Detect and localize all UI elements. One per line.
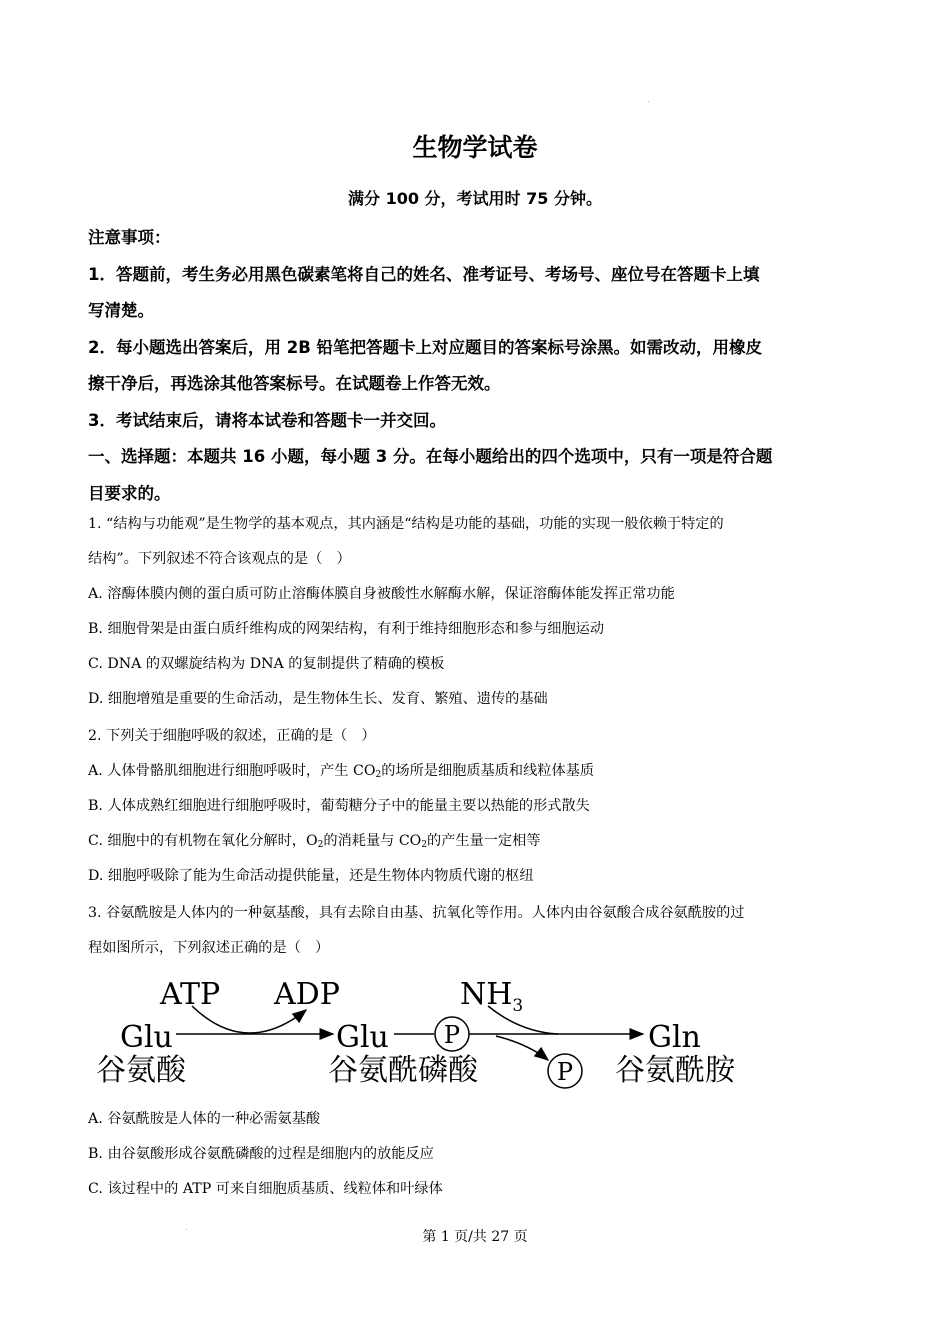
option-d: D. 细胞增殖是重要的生命活动，是生物体生长、发育、繁殖、遗传的基础 — [88, 691, 548, 707]
question-stem: 程如图所示，下列叙述正确的是（ ） — [88, 940, 330, 956]
question-3-options — [88, 1102, 878, 1207]
gln-product: Gln — [648, 1020, 701, 1055]
phosphate-p: P — [443, 1021, 461, 1049]
option-c: C. 细胞中的有机物在氧化分解时，$O_2$的消耗量与 $CO_2$的产生量一定相等 — [88, 833, 541, 850]
page-number: 第 1 页/共 27 页 — [422, 1229, 528, 1245]
question-2 — [88, 719, 878, 894]
released-phosphate-p: P — [556, 1058, 574, 1086]
scan-dot — [648, 101, 649, 102]
note-line: 2．每小题选出答案后，用 2B 铅笔把答题卡上对应题目的答案标号涂黑。如需改动，用橡皮 — [88, 337, 763, 357]
section-heading: 目要求的。 — [88, 483, 171, 503]
notes-heading: 注意事项： — [88, 228, 171, 247]
atp-label: ATP — [160, 977, 221, 1012]
page-title: 生物学试卷 — [412, 133, 538, 162]
option-b: B. 人体成熟红细胞进行细胞呼吸时，葡萄糖分子中的能量主要以热能的形式散失 — [88, 798, 590, 814]
question-stem: 3. 谷氨酰胺是人体内的一种氨基酸，具有去除自由基、抗氧化等作用。人体内由谷氨酸合成谷氨酰胺的过 — [88, 905, 745, 921]
glu-start: Glu — [120, 1020, 173, 1055]
label-glutamate: 谷氨酸 — [96, 1053, 186, 1088]
question-stem: 结构”。下列叙述不符合该观点的是（ ） — [88, 551, 351, 567]
adp-label: ADP — [274, 977, 340, 1012]
glutamine-synthesis-diagram — [88, 972, 758, 1097]
glu-phosphate: Glu — [336, 1020, 389, 1055]
question-stem: 1. “结构与功能观”是生物学的基本观点，其内涵是“结构是功能的基础，功能的实现一般依赖于特定的 — [88, 516, 724, 532]
section-heading: 一、选择题：本题共 16 小题，每小题 3 分。在每小题给出的四个选项中，只有一项是符合题 — [88, 447, 773, 466]
nh3-label: $NH_3$ — [460, 977, 524, 1016]
label-glutamine: 谷氨酰胺 — [615, 1053, 735, 1088]
option-a: A. 人体骨骼肌细胞进行细胞呼吸时，产生 $CO_2$的场所是细胞质基质和线粒体基质 — [88, 763, 595, 780]
label-glutamyl-phosphate: 谷氨酰磷酸 — [328, 1053, 478, 1088]
question-1 — [88, 507, 878, 717]
note-line: 1．答题前，考生务必用黑色碳素笔将自己的姓名、准考证号、考场号、座位号在答题卡上填 — [88, 264, 760, 284]
question-3 — [88, 896, 878, 966]
option-d: D. 细胞呼吸除了能为生命活动提供能量，还是生物体内物质代谢的枢纽 — [88, 868, 534, 884]
option-b: B. 由谷氨酸形成谷氨酰磷酸的过程是细胞内的放能反应 — [88, 1146, 434, 1162]
option-a: A. 谷氨酰胺是人体的一种必需氨基酸 — [88, 1111, 321, 1127]
option-b: B. 细胞骨架是由蛋白质纤维构成的网架结构，有利于维持细胞形态和参与细胞运动 — [88, 621, 605, 637]
option-c: C. DNA 的双螺旋结构为 DNA 的复制提供了精确的模板 — [88, 656, 445, 672]
instructions — [88, 220, 868, 512]
arrow-phosphate-out — [496, 1036, 548, 1060]
exam-subtitle: 满分 100 分，考试用时 75 分钟。 — [348, 189, 602, 208]
option-c: C. 该过程中的 ATP 可来自细胞质基质、线粒体和叶绿体 — [88, 1181, 443, 1197]
note-line: 3．考试结束后，请将本试卷和答题卡一并交回。 — [88, 410, 446, 430]
option-a: A. 溶酶体膜内侧的蛋白质可防止溶酶体膜自身被酸性水解酶水解，保证溶酶体能发挥正常功能 — [88, 586, 675, 602]
note-line: 写清楚。 — [88, 301, 154, 320]
note-line: 擦干净后，再选涂其他答案标号。在试题卷上作答无效。 — [88, 374, 501, 393]
question-stem: 2. 下列关于细胞呼吸的叙述，正确的是（ ） — [88, 728, 376, 744]
